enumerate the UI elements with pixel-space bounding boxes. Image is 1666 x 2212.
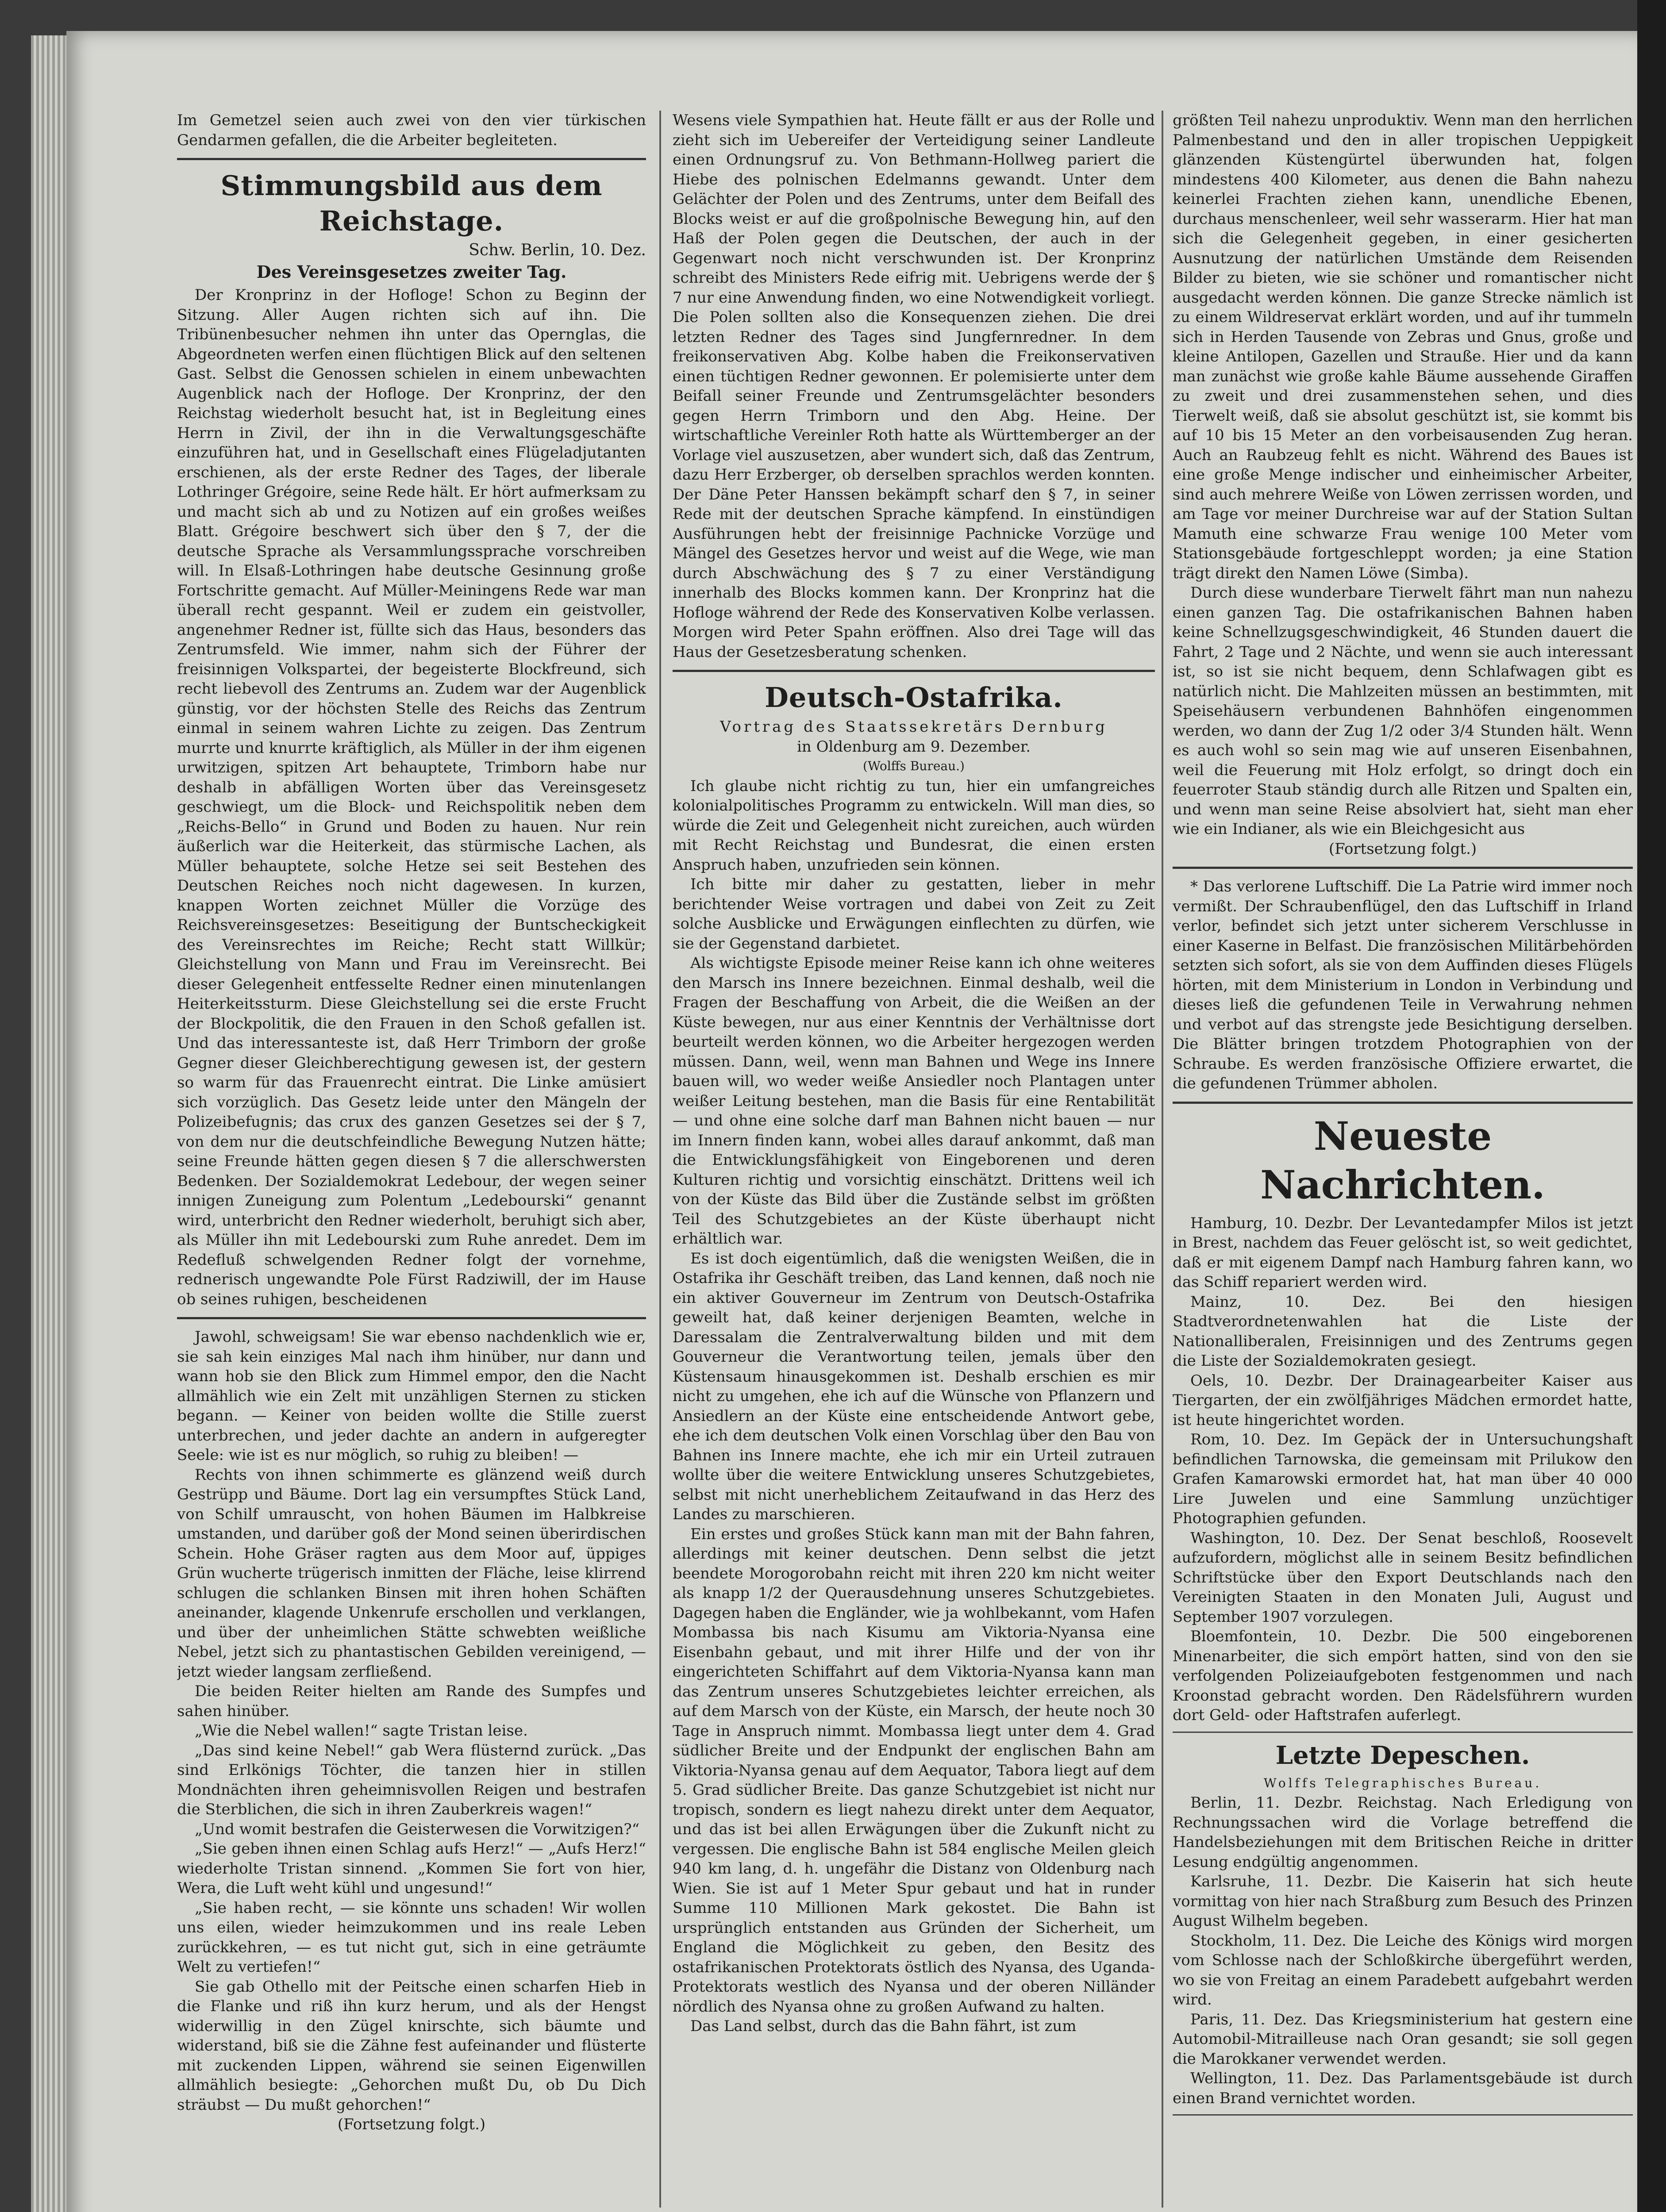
article-paragraph: Ein erstes und großes Stück kann man mit der Bahn fahren, allerdings mit keiner deutschen. Denn selbst die jetzt beendete Morogorobahn reicht mit ihren 220 km nicht weiter als knapp 1/2 der Querausdehnung unseres Schutzgebietes. Dagegen haben die Engländer, wie ja wohlbekannt, vom Hafen Mombassa bis nach Kisumu am Viktoria-Nyansa eine Eisenbahn gebaut, und mit ihrer Hilfe und der von ihr eingerichteten Schiffahrt auf dem Viktoria-Nyansa kann man das Zentrum unseres Schutzgebietes leichter erreichen, als auf dem Marsch von der Küste, ein Marsch, der heute noch 30 Tage in Anspruch nimmt. Mombassa liegt unter dem 4. Grad südlicher Breite und der Endpunkt der englischen Bahn am Viktoria-Nyansa genau auf dem Aequator, Tabora liegt auf dem 5. Grad südlicher Breite. Das ganze Schutzgebiet ist nicht nur tropisch, sondern es liegt nahezu direkt unter dem Aequator, und das ist bei allen Erwägungen über die Zukunft nicht zu vergessen. Die englische Bahn ist 584 englische Meilen gleich 940 km lang, d. h. ungefähr die Distanz von Oldenburg nach Wien. Sie ist auf 1 Meter Spur gebaut und hat in runder Summe 110 Millionen Mark gekostet. Die Bahn ist ursprünglich entstanden aus Gründen der Sicherheit, um England die Möglichkeit zu geben, den Besitz des ostafrikanischen Protektorats östlich des Nyansa, des Uganda-Protektorats westlich des Nyansa und der oberen Nilländer nördlich des Nyansa ohne zu großen Aufwand zu halten. — [673, 1525, 1155, 2016]
news-item: Bloemfontein, 10. Dezbr. Die 500 eingeborenen Minenarbeiter, die sich empört hatten, sind von den sie verfolgenden Polizeiaufgeboten festgenommen und nach Kroonstad gebracht worden. Den Rädelsführern wurden dort Geld- oder Haftstrafen auferlegt. — [1173, 1628, 1633, 1724]
column-2 — [673, 111, 1155, 2208]
divider — [673, 670, 1155, 672]
divider — [177, 1317, 646, 1319]
column-rule — [1162, 111, 1163, 2208]
article-body: Der Kronprinz in der Hofloge! Schon zu Beginn der Sitzung. Aller Augen richten sich auf ihn. Die Tribünenbesucher nehmen ihn unter das Opernglas, die Abgeordneten werfen einen flüchtigen Blick auf den seltenen Gast. Selbst die Genossen schielen in einem unbewachten Augenblick nach der Hofloge. Der Kronprinz, der den Reichstag wiederholt besucht hat, ist in Begleitung eines Herrn in Zivil, der ihn in die Verwaltungsgeschäfte einzuführen hat, und in Gesellschaft eines Flügeladjutanten erschienen, als der erste Redner des Tages, der liberale Lothringer Grégoire, seine Rede hält. Er hört aufmerksam zu und macht sich ab und zu Notizen auf ein großes weißes Blatt. Grégoire beschwert sich über den § 7, der die deutsche Sprache als Versammlungssprache vorschreiben will. In Elsaß-Lothringen habe deutsche Gesinnung große Fortschritte gemacht. Auf Müller-Meiningens Rede war man überall recht gespannt. Weil er zudem ein geistvoller, angenehmer Redner ist, füllte sich das Haus, besonders das Zentrumsfeld. Wie immer, nahm sich der Führer der freisinnigen Volkspartei, der begeisterte Blockfreund, sich recht liebevoll des Zentrums an. Zudem war der Augenblick günstig, vor der höchsten Stelle des Reichs das Zentrum einmal in seinem wahren Lichte zu zeigen. Das Zentrum murrte und knurrte kräftiglich, als Müller in der ihm eigenen urwitzigen, spitzen Art behauptete, Trimborn habe nur deshalb in abfälligen Worten über das Vereinsgesetz geschwiegt, um die Block- und Reichspolitik neben dem „Reichs-Bello“ in Grund und Boden zu hauen. Nur rein äußerlich war die Heiterkeit, das stürmische Lachen, als Müller behauptete, solche Hetze sei seit Bestehen des Deutschen Reiches noch nicht dagewesen. In kurzen, knappen Worten zeichnet Müller die Vorzüge des Reichsvereinsgesetzes: Beseitigung der Buntscheckigkeit des Vereinsrechtes im Reiche; Recht statt Willkür; Gleichstellung von Mann und Frau im Vereinsrecht. Bei dieser Gelegenheit entfesselte Redner einen minutenlangen Heiterkeitssturm. Diese Gleichstellung sei die erste Frucht der Blockpolitik, die den Frauen in den Schoß gefallen ist. Und das interessanteste ist, daß Herr Trimborn der große Gegner dieser Gleichberechtigung gewesen ist, der gestern so warm für das Frauenrecht eintrat. Die Linke amüsiert sich vorzüglich. Das Gesetz leide unter den Mängeln der Polizeibefugnis; das crux des ganzen Gesetzes sei der § 7, von dem nur die deutschfeindliche Bewegung Nutzen hätte; seine Freunde hätten gegen diesen § 7 die allerschwersten Bedenken. Der Sozialdemokrat Ledebour, der wegen seiner innigen Zuneigung zum Polentum „Ledebourski“ genannt wird, unterbricht den Redner wiederholt, beruhigt sich aber, als Müller ihn mit Ledebourski zum Ruhe anredet. Dem im Redefluß schwelgenden Redner folgt der vornehme, rednerisch ungewandte Pole Fürst Radziwill, der im Hause ob seines ruhigen, bescheidenen — [177, 286, 646, 1308]
continuation-note: (Fortsetzung folgt.) — [1328, 840, 1477, 858]
section-heading-latest-news: Neueste Nachrichten. — [1260, 1113, 1545, 1208]
dateline: Schw. Berlin, 10. Dez. — [469, 241, 646, 259]
news-item-airship: * Das verlorene Luftschiff. Die La Patrie wird immer noch vermißt. Der Schraubenflügel, den das Luftschiff in Irland verlor, befindet sich jetzt unter sicherem Verschlusse in einer Kaserne in Belfast. Die französischen Militärbehörden setzten sich sofort, als sie von dem Auffinden dieses Flügels hörten, mit dem Ministerium in London in Verbindung und dieses ließ die gefundenen Teile in Verwahrung nehmen und verbot auf das strengste jede Besichtigung derselben. Die Blätter bringen trotzdem Photographien von der Schraube. Es werden französische Offiziere erwartet, die die gefundenen Trümmer abholen. — [1173, 878, 1633, 1092]
lecture-title: Vortrag des Staatssekretärs Dernburg — [720, 718, 1108, 736]
article-paragraph: Ich bitte mir daher zu gestatten, lieber in mehr berichtender Weise vortragen und dabei von Zeit zu Zeit solche Ausblicke und Erwägungen einflechten zu dürfen, wie sie der Gegenstand darbietet. — [673, 876, 1155, 952]
article-paragraph: Durch diese wunderbare Tierwelt fährt man nun nahezu einen ganzen Tag. Die ostafrikanischen Bahnen haben keine Schnellzugsgeschwindigkeit, 46 Stunden dauert die Fahrt, 2 Tage und 2 Nächte, und wenn sie auch interessant ist, so ist sie nicht bequem, denn Schlafwagen gibt es natürlich nicht. Die Mahlzeiten müssen an bestimmten, mit Speisehäusern verbundenen Bahnhöfen eingenommen werden, wo dann der Zug 1/2 oder 3/4 Stunden hält. Wenn es auch wohl so sein mag wie auf unseren Eisenbahnen, weil die Feuerung mit Holz erfolgt, so dringt doch ein feuerroter Staub ständig durch alle Ritzen und Spalten ein, und wenn man seine Reise absolviert hat, sieht man eher wie ein Indianer, als wie ein Bleichgesicht aus — [1173, 584, 1633, 838]
continuation-note: (Fortsetzung folgt.) — [337, 2116, 486, 2133]
story-paragraph: „Wie die Nebel wallen!“ sagte Tristan leise. — [195, 1722, 528, 1740]
story-paragraph: Sie gab Othello mit der Peitsche einen scharfen Hieb in die Flanke und riß ihn kurz herum, und als der Hengst widerwillig in den Zügel knirschte, sich bäumte und widerstand, biß sie die Zähne fest aufeinander und flüsterte mit zuckenden Lippen, während sie seinen Eigenwillen allmählich besiegte: „Gehorchen mußt Du, ob Du Dich sträubst — Du mußt gehorchen!“ — [177, 1978, 646, 2114]
scan-edge — [1637, 0, 1666, 2212]
story-paragraph: Rechts von ihnen schimmerte es glänzend weiß durch Gestrüpp und Bäume. Dort lag ein versumpftes Stück Land, von Schilf umrauscht, von hohen Bäumen im Halbkreise umstanden, und darüber goß der Mond seinen überirdischen Schein. Hohe Gräser ragten aus dem Moor auf, üppiges Grün wucherte trügerisch inmitten der Fläche, leise klirrend schlugen die schlanken Binsen mit ihren hohen Schäften aneinander, klagende Unkenrufe erschollen und verklangen, und über der unheimlichen Stätte schwebten weißliche Nebel, jetzt sich zu phantastischen Gebilden vereinigend, — jetzt wieder langsam zerfließend. — [177, 1466, 646, 1681]
dispatch-item: Wellington, 11. Dez. Das Parlamentsgebäude ist durch einen Brand vernichtet worden. — [1173, 2070, 1633, 2107]
story-paragraph: Die beiden Reiter hielten am Rande des Sumpfes und sahen hinüber. — [177, 1682, 646, 1720]
story-paragraph: „Sie haben recht, — sie könnte uns schaden! Wir wollen uns eilen, wieder heimzukommen und ins reale Leben zurückkehren, — es tut nicht gut, sich in eine geträumte Welt zu vertiefen!“ — [177, 1899, 646, 1976]
article-paragraph: Das Land selbst, durch das die Bahn fährt, ist zum — [690, 2017, 1077, 2035]
divider — [1173, 1102, 1633, 1104]
article-heading: Deutsch-Ostafrika. — [765, 681, 1063, 714]
news-item: Washington, 10. Dez. Der Senat beschloß, Roosevelt aufzufordern, möglichst alle in seinem Besitz befindlichen Schriftstücke über den Export Deutschlands nach den Vereinigten Staaten in den Monaten Juli, August und September 1907 vorzulegen. — [1173, 1529, 1633, 1626]
column-3 — [1173, 111, 1633, 2208]
article-continuation: Wesens viele Sympathien hat. Heute fällt er aus der Rolle und zieht sich im Uebereifer der Verteidigung seiner Landleute einen Ordnungsruf zu. Von Bethmann-Hollweg pariert die Hiebe des polnischen Edelmanns gewandt. Unter dem Gelächter der Polen und des Zentrums, unter dem Beifall des Blocks weist er auf die großpolnische Bewegung hin, auf den Haß der Polen gegen die Deutschen, der auch in der Gegenwart noch nicht verschwunden ist. Der Kronprinz schreibt des Ministers Rede eifrig mit. Uebrigens werde der § 7 nur eine Anwendung finden, wo eine Notwendigkeit vorliegt. Die Polen sollten also die Konsequenzen ziehen. Die drei letzten Redner des Tages sind Jungfernredner. In dem freikonservativen Abg. Kolbe haben die Freikonservativen einen tüchtigen Redner gewonnen. Er polemisierte unter dem Beifall seiner Freunde und Zentrumsgelächter besonders gegen Herrn Trimborn und den Abg. Heine. Der wirtschaftliche Vereinler Roth hatte als Württemberger an der Vorlage viel auszusetzen, aber wundert sich, daß das Zentrum, dazu Herr Erzberger, ob derselben sprachlos werden konnten. Der Däne Peter Hanssen bekämpft scharf den § 7, in seiner Rede mit der deutschen Sprache kämpfend. In einstündigen Ausführungen hebt der freisinnige Pachnicke Vorzüge und Mängel des Gesetzes hervor und weist auf die Wege, wie man durch Abschwächung des § 7 zu einer Verständigung innerhalb des Blocks kommen kann. Der Kronprinz hat die Hofloge während der Rede des Konservativen Kolbe verlassen. Morgen wird Peter Spahn eröffnen. Also drei Tage will das Haus der Gesetzesberatung schenken. — [673, 111, 1155, 661]
news-item: Oels, 10. Dezbr. Der Drainagearbeiter Kaiser aus Tiergarten, der ein zwölfjähriges Mädchen ermordet hatte, ist heute hingerichtet worden. — [1173, 1371, 1633, 1429]
divider — [177, 158, 646, 160]
article-paragraph: Ich glaube nicht richtig zu tun, hier ein umfangreiches kolonialpolitisches Programm zu entwickeln. Will man dies, so würde die Zeit und Gelegenheit nicht zureichen, auch würden mit Recht Reichstag und Bundesrat, die einen ersten Anspruch haben, unzufrieden sein können. — [673, 777, 1155, 874]
news-item: Mainz, 10. Dez. Bei den hiesigen Stadtverordnetenwahlen hat die Liste der Nationalliberalen, Freisinnigen und des Zentrums gegen die Liste der Sozialdemokraten gesiegt. — [1173, 1293, 1633, 1370]
story-paragraph: „Das sind keine Nebel!“ gab Wera flüsternd zurück. „Das sind Erlkönigs Töchter, die tanzen hier in stillen Mondnächten ihren geheimnisvollen Reigen und bestrafen die Sterblichen, die sich in ihren Zauberkreis wagen!“ — [177, 1741, 646, 1818]
story-paragraph: „Sie geben ihnen einen Schlag aufs Herz!“ — „Aufs Herz!“ wiederholte Tristan sinnend. „Kommen Sie fort von hier, Wera, die Luft weht kühl und ungesund!“ — [177, 1840, 646, 1897]
article-continuation: größten Teil nahezu unproduktiv. Wenn man den herrlichen Palmenbestand und den in aller tropischen Ueppigkeit glänzenden Küstengürtel überwunden hat, folgen mindestens 400 Kilometer, aus denen die Bahn nahezu keinerlei Frachten ziehen kann, unendliche Ebenen, durchaus menschenleer, weil sehr wasserarm. Hier hat man sich die Gelegenheit gegeben, in einer gesicherten Ausnutzung der natürlichen Umstände dem Reisenden Bilder zu bieten, wie sie schöner und romantischer nicht ausgedacht werden können. Die ganze Strecke nämlich ist zu einem Wildreservat erklärt worden, und auf ihr tummeln sich in Herden Tausende von Zebras und Gnus, große und kleine Antilopen, Gazellen und Strauße. Hier und da kann man zunächst wie große kahle Bäume aussehende Giraffen zu zweit und drei zusammenstehen sehen, und dies Tierwelt weiß, daß sie absolut geschützt ist, sie kommt bis auf 10 bis 15 Meter an den vorbeisausenden Zug heran. Auch an Raubzeug fehlt es nicht. Während des Baues ist eine große Menge indischer und einheimischer Arbeiter, sind auch mehrere Weiße von Löwen zerrissen worden, und am Tage vor meiner Durchreise war auf der Station Sultan Mamuth eine schwarze Frau wenige 100 Meter vom Stationsgebäude fortgeschleppt worden; ja eine Station trägt direkt den Namen Löwe (Simba). — [1173, 111, 1633, 582]
column-rule — [659, 111, 661, 2208]
dispatch-item: Stockholm, 11. Dez. Die Leiche des Königs wird morgen vom Schlosse nach der Schloßkirche übergeführt werden, wo sie von Freitag an einem Paradebett aufgebahrt werden wird. — [1173, 1932, 1633, 2008]
lecture-date: in Oldenburg am 9. Dezember. — [796, 737, 1031, 756]
news-source: (Wolffs Bureau.) — [863, 759, 965, 773]
section-heading-dispatches: Letzte Depeschen. — [1275, 1740, 1530, 1770]
article-heading: Stimmungsbild aus dem Reichstage. — [220, 169, 603, 237]
article-paragraph: Es ist doch eigentümlich, daß die wenigsten Weißen, die in Ostafrika ihr Geschäft treiben, das Land kennen, daß noch nie ein aktiver Gouverneur im Zentrum von Deutsch-Ostafrika geweilt hat, daß keiner derjenigen Beamten, welche in Daressalam die Zentralverwaltung bilden und mit dem Gouverneur die Verantwortung teilen, jemals über den Küstensaum hinausgekommen ist. Deshalb erschien es mir nicht zu umgehen, ehe ich auf die Wünsche von Pflanzern und Ansiedlern an der Küste eine entscheidende Antwort gebe, ehe ich dem deutschen Volk einen Vorschlag über den Bau von Bahnen ins Innere machte, ehe ich mir ein Urteil zutrauen wollte über die weitere Entwicklung unseres Schutzgebietes, selbst mit nicht unerheblichem Zeitaufwand in das Herz des Landes zu marschieren. — [673, 1249, 1155, 1523]
story-paragraph: Jawohl, schweigsam! Sie war ebenso nachdenklich wie er, sie sah kein einziges Mal nach ihm hinüber, nur dann und wann hob sie den Blick zum Himmel empor, den die Nacht allmählich wie ein Zelt mit unzähligen Sternen zu sticken begann. — Keiner von beiden wollte die Stille zuerst unterbrechen, und jeder dachte an andern in aufgeregter Seele: wie ist es nur möglich, so ruhig zu bleiben! — — [177, 1328, 646, 1464]
column-1 — [177, 111, 646, 2208]
article-subheading: Des Vereinsgesetzes zweiter Tag. — [256, 261, 567, 282]
divider — [1173, 2114, 1633, 2116]
dispatch-item: Berlin, 11. Dezbr. Reichstag. Nach Erledigung von Rechnungssachen wird die Vorlage betreffend die Handelsbeziehungen mit dem Britischen Reiche in dritter Lesung endgültig angenommen. — [1173, 1794, 1633, 1871]
divider — [1173, 867, 1633, 869]
article-paragraph: Als wichtigste Episode meiner Reise kann ich ohne weiteres den Marsch ins Innere bezeichnen. Einmal deshalb, weil die Fragen der Beschaffung von Arbeit, die die Weißen an der Küste bewegen, nur aus einer Kenntnis der Verhältnisse dort beurteilt werden können, wo die Arbeiter hergezogen werden müssen. Dann, weil, wenn man Bahnen und Wege ins Innere bauen will, wo weder weiße Ansiedler noch Plantagen unter weißer Leitung bestehen, man die Basis für eine Rentabilität — und ohne eine solche darf man Bahnen nicht bauen — nur im Innern finden kann, wobei alles darauf ankommt, daß man die Entwicklungsfähigkeit von Eingeborenen und deren Kulturen richtig und vorsichtig einschätzt. Drittens weil ich von der Küste das Bild über die Zustände selbst im größten Teil des Schutzgebietes an der Küste überhaupt nicht erhältlich war. — [673, 954, 1155, 1248]
story-paragraph: „Und womit bestrafen die Geisterwesen die Vorwitzigen?“ — [195, 1820, 640, 1838]
divider — [1173, 1732, 1633, 1733]
dispatch-item: Karlsruhe, 11. Dezbr. Die Kaiserin hat sich heute vormittag von hier nach Straßburg zum Besuch des Prinzen August Wilhelm begeben. — [1173, 1873, 1633, 1930]
news-item: Hamburg, 10. Dezbr. Der Levantedampfer Milos ist jetzt in Brest, nachdem das Feuer gelöscht ist, so weit gedichtet, daß er mit eigenem Dampf nach Hamburg fahren kann, wo das Schiff repariert werden wird. — [1173, 1214, 1633, 1291]
news-source: Wolffs Telegraphisches Bureau. — [1263, 1775, 1542, 1790]
news-item: Rom, 10. Dez. Im Gepäck der in Untersuchungshaft befindlichen Tarnowska, die gemeinsam mit Prilukow den Grafen Kamarowski ermordet hat, hat man über 40 000 Lire Juwelen und eine Sammlung unzüchtiger Photographien gefunden. — [1173, 1431, 1633, 1527]
dispatch-item: Paris, 11. Dez. Das Kriegsministerium hat gestern eine Automobil-Mitrailleuse nach Oran gesandt; sie soll gegen die Marokkaner verwendet werden. — [1173, 2010, 1633, 2068]
intro-text: Im Gemetzel seien auch zwei von den vier türkischen Gendarmen gefallen, die die Arbeiter begleiteten. — [177, 111, 646, 149]
